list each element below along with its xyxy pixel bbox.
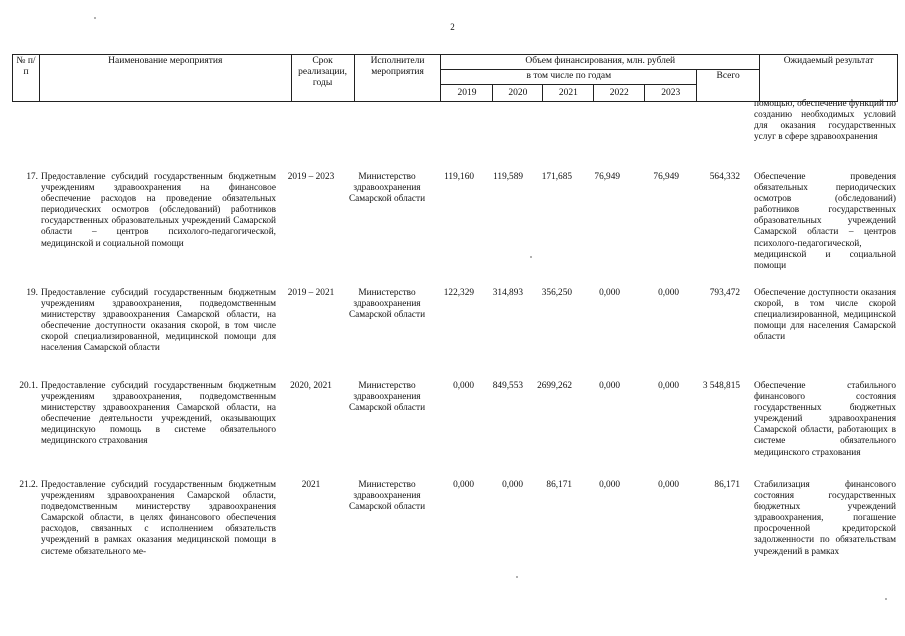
row-value-2021: 2699,262 bbox=[537, 381, 572, 391]
row-total: 793,472 bbox=[709, 288, 740, 298]
row-total: 86,171 bbox=[714, 480, 740, 490]
row-number: 20.1. bbox=[19, 381, 38, 391]
row-value-2022: 76,949 bbox=[594, 172, 620, 182]
row-executor: Министерство здравоохранения Самарской области bbox=[348, 172, 426, 205]
row-number: 19. bbox=[26, 288, 38, 298]
header-num: № п/п bbox=[13, 55, 40, 102]
row-term: 2019 – 2021 bbox=[287, 288, 335, 298]
header-result: Ожидаемый результат bbox=[760, 55, 898, 102]
row-executor: Министерство здравоохранения Самарской области bbox=[348, 381, 426, 414]
row-executor: Министерство здравоохранения Самарской области bbox=[348, 288, 426, 321]
row-term: 2020, 2021 bbox=[290, 381, 332, 391]
header-term: Срок реализации, годы bbox=[291, 55, 354, 102]
row-value-2020: 849,553 bbox=[492, 381, 523, 391]
header-year-2021: 2021 bbox=[543, 85, 594, 102]
header-name: Наименование мероприятия bbox=[39, 55, 291, 102]
row-result: Обеспечение доступности оказания скорой, в том числе скорой специализированной, медицинской помощи для населения Самарской области bbox=[754, 288, 896, 343]
header-executors: Исполнители мероприятия bbox=[354, 55, 441, 102]
scan-speck bbox=[885, 598, 887, 600]
row-result: Стабилизация финансового состояния государственных бюджетных учреждений здравоохранения, погашение просроченной кредиторской задолженности по обязательствам учреждений в рамках bbox=[754, 480, 896, 557]
row-value-2019: 0,000 bbox=[453, 381, 474, 391]
row-name: Предоставление субсидий государственным бюджетным учреждениям здравоохранения, подведомственным министерству здравоохранения Самарской области, на обеспечение деятельности учреждений, оказывающих медицинскую помощь в системе обязательного медицинского страхования bbox=[41, 381, 276, 447]
row-value-2023: 0,000 bbox=[658, 480, 679, 490]
row-value-2020: 314,893 bbox=[492, 288, 523, 298]
row-value-2019: 122,329 bbox=[443, 288, 474, 298]
row-name: Предоставление субсидий государственным бюджетным учреждениям здравоохранения, подведомственным министерству здравоохранения Самарской области, на обеспечение доступности оказания скорой, в том числе скорой специализированной, медицинской помощи для населения Самарской области bbox=[41, 288, 276, 354]
row-number: 21.2. bbox=[19, 480, 38, 490]
row-value-2019: 0,000 bbox=[453, 480, 474, 490]
row-value-2020: 0,000 bbox=[502, 480, 523, 490]
row-value-2022: 0,000 bbox=[599, 288, 620, 298]
row-name: Предоставление субсидий государственным бюджетным учреждениям здравоохранения Самарской области, подведомственным министерству здравоохранения Самарской области, в целях финансового обеспечения расходов, связанных с исполнением обязательств учреждений в рамках оказания медицинской помощи в системе обязательного ме- bbox=[41, 480, 276, 557]
header-year-2022: 2022 bbox=[594, 85, 645, 102]
header-year-2019: 2019 bbox=[441, 85, 493, 102]
scan-speck bbox=[94, 17, 96, 19]
header-by-years: в том числе по годам bbox=[441, 70, 697, 85]
row-value-2021: 171,685 bbox=[541, 172, 572, 182]
header-year-2023: 2023 bbox=[645, 85, 697, 102]
header-volume: Объем финансирования, млн. рублей bbox=[441, 55, 760, 70]
row-result: Обеспечение стабильного финансового состояния государственных бюджетных учреждений здравоохранения Самарской области, работающих в системе обязательного медицинского страхования bbox=[754, 381, 896, 458]
continued-result: помощью, обеспечение функций по созданию необходимых условий для оказания государственных услуг в сфере здравоохранения bbox=[754, 99, 896, 143]
row-value-2023: 0,000 bbox=[658, 288, 679, 298]
row-term: 2021 bbox=[301, 480, 321, 490]
row-executor: Министерство здравоохранения Самарской области bbox=[348, 480, 426, 513]
row-total: 3 548,815 bbox=[702, 381, 740, 391]
row-value-2023: 0,000 bbox=[658, 381, 679, 391]
row-total: 564,332 bbox=[709, 172, 740, 182]
row-term: 2019 – 2023 bbox=[287, 172, 335, 182]
row-value-2020: 119,589 bbox=[493, 172, 523, 182]
row-value-2022: 0,000 bbox=[599, 480, 620, 490]
row-result: Обеспечение проведения обязательных периодических осмотров (обследований) работников государственных образовательных учреждений Самарской области – центров психолого-педагогической, медицинской и социальной помощи bbox=[754, 172, 896, 271]
page-number: 2 bbox=[450, 22, 455, 32]
row-value-2021: 356,250 bbox=[541, 288, 572, 298]
row-value-2021: 86,171 bbox=[546, 480, 572, 490]
row-value-2022: 0,000 bbox=[599, 381, 620, 391]
header-year-2020: 2020 bbox=[493, 85, 543, 102]
row-value-2023: 76,949 bbox=[653, 172, 679, 182]
table-header bbox=[12, 54, 898, 102]
row-name: Предоставление субсидий государственным бюджетным учреждениям здравоохранения на финансовое обеспечение расходов на проведение обязательных периодических осмотров (обследований) работников государственных образовательных учреждений Самарской области – центров психолого-педагогической, медицинской и социальной помощи bbox=[41, 172, 276, 249]
row-number: 17. bbox=[26, 172, 38, 182]
row-value-2019: 119,160 bbox=[444, 172, 474, 182]
scan-speck bbox=[530, 256, 532, 258]
header-total: Всего bbox=[697, 70, 760, 102]
scan-speck bbox=[516, 576, 518, 578]
